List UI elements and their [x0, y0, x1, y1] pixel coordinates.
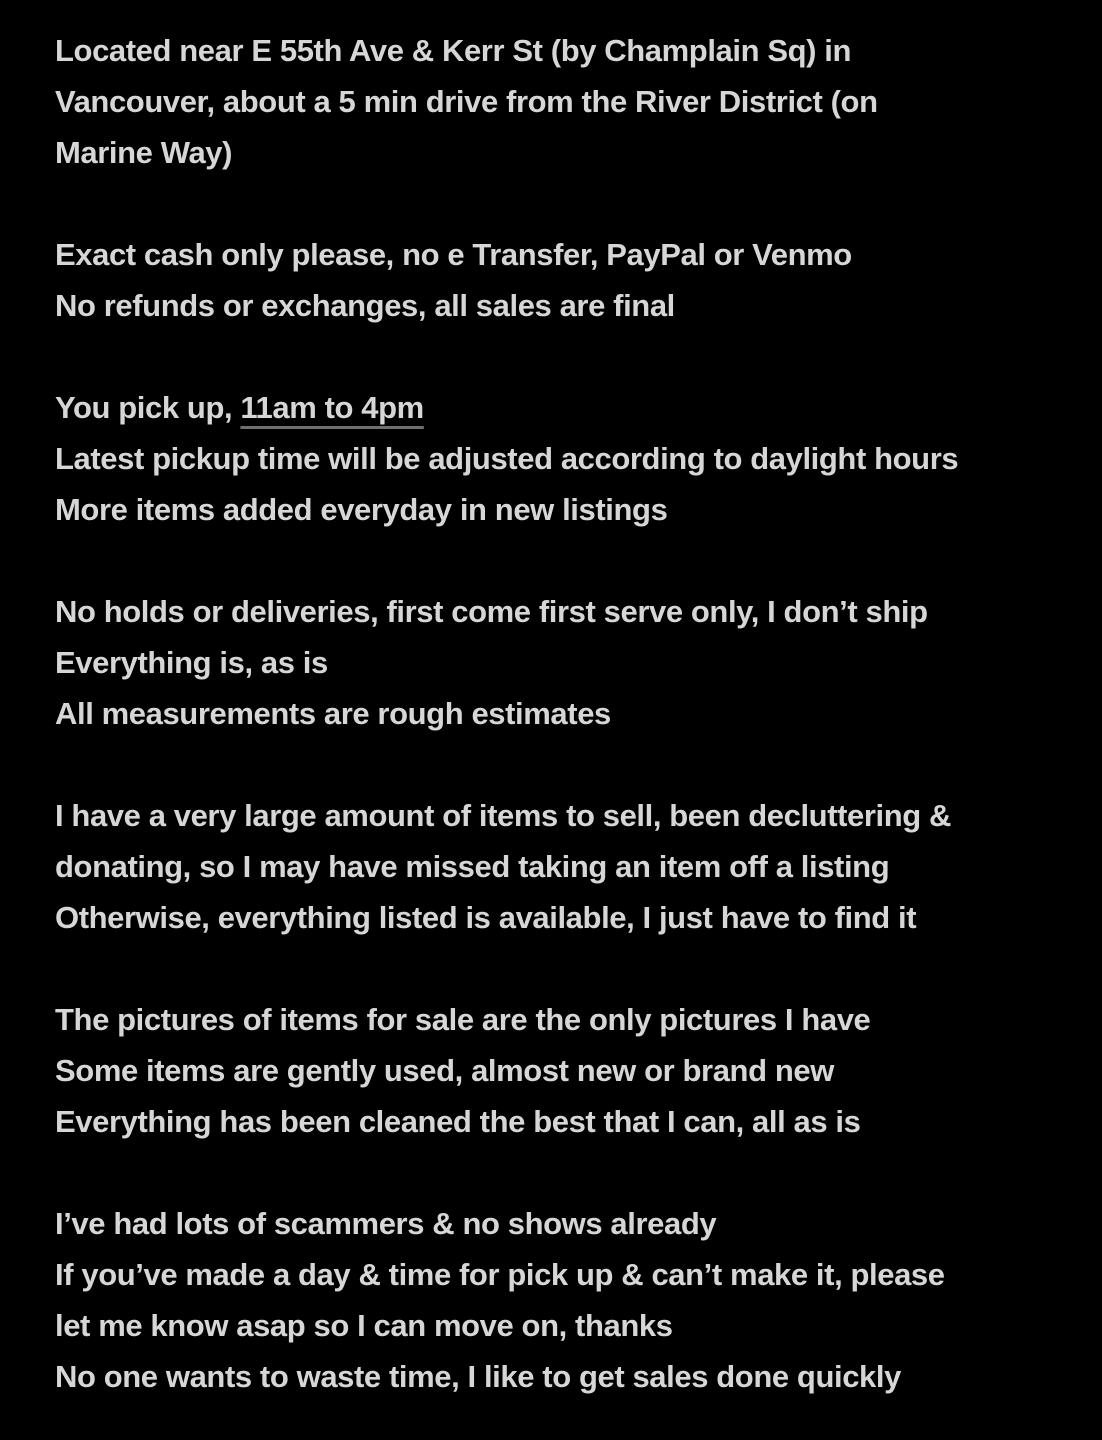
text-line: [55, 280, 1062, 331]
text-line: [55, 1351, 1062, 1402]
text-line: [55, 790, 1062, 841]
paragraph: [55, 382, 1062, 535]
text-segment: Some items are gently used, almost new or brand new: [55, 1053, 834, 1088]
text-line: [55, 25, 1062, 76]
text-line: [55, 1198, 1062, 1249]
paragraph: [55, 25, 1062, 178]
text-segment: let me know asap so I can move on, thanks: [55, 1308, 673, 1343]
paragraph: [55, 586, 1062, 739]
text-segment: No one wants to waste time, I like to get sales done quickly: [55, 1359, 901, 1394]
text-line: [55, 1249, 1062, 1300]
text-segment: Latest pickup time will be adjusted according to daylight hours: [55, 441, 959, 476]
text-line: [55, 382, 1062, 433]
text-segment: All measurements are rough estimates: [55, 696, 611, 731]
text-segment: No holds or deliveries, first come first serve only, I don’t ship: [55, 594, 928, 629]
text-segment: Marine Way): [55, 135, 233, 170]
text-line: [55, 994, 1062, 1045]
text-segment: More items added everyday in new listings: [55, 492, 668, 527]
text-segment: Otherwise, everything listed is available, I just have to find it: [55, 900, 917, 935]
text-line: [55, 1096, 1062, 1147]
paragraph: [55, 229, 1062, 331]
text-segment: No refunds or exchanges, all sales are final: [55, 288, 675, 323]
text-segment: I have a very large amount of items to sell, been decluttering &: [55, 798, 952, 833]
text-segment: The pictures of items for sale are the only pictures I have: [55, 1002, 871, 1037]
text-segment: I’ve had lots of scammers & no shows already: [55, 1206, 717, 1241]
paragraph: [55, 790, 1062, 943]
text-line: [55, 637, 1062, 688]
text-segment: Located near E 55th Ave & Kerr St (by Champlain Sq) in: [55, 33, 852, 68]
text-segment: donating, so I may have missed taking an item off a listing: [55, 849, 890, 884]
text-segment: If you’ve made a day & time for pick up & can’t make it, please: [55, 1257, 945, 1292]
text-line: [55, 76, 1062, 127]
text-segment: Everything is, as is: [55, 645, 328, 680]
text-line: [55, 433, 1062, 484]
paragraph: [55, 1198, 1062, 1402]
text-segment: Vancouver, about a 5 min drive from the River District (on: [55, 84, 878, 119]
text-line: [55, 229, 1062, 280]
text-line: [55, 841, 1062, 892]
text-line: [55, 892, 1062, 943]
text-segment: You pick up,: [55, 390, 241, 425]
paragraph: [55, 994, 1062, 1147]
text-line: [55, 484, 1062, 535]
text-segment: Everything has been cleaned the best that I can, all as is: [55, 1104, 861, 1139]
text-line: [55, 688, 1062, 739]
pickup-time-underlined: 11am to 4pm: [240, 390, 424, 425]
text-line: [55, 127, 1062, 178]
text-segment: Exact cash only please, no e Transfer, PayPal or Venmo: [55, 237, 852, 272]
text-line: [55, 1300, 1062, 1351]
text-line: [55, 1045, 1062, 1096]
text-line: [55, 586, 1062, 637]
